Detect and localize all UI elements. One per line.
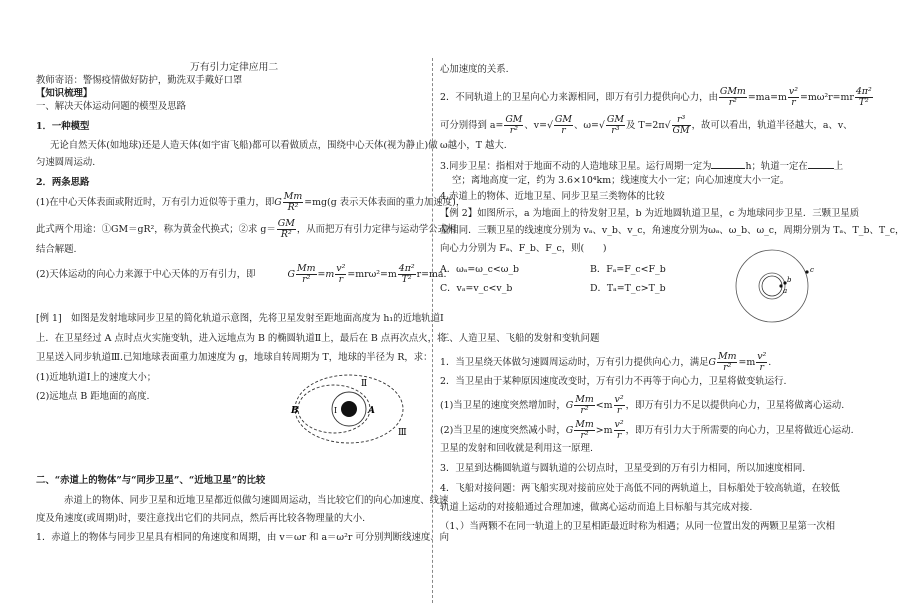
text: 上 <box>833 161 844 172</box>
label-point-B: B <box>291 406 299 416</box>
formula-line-4 <box>440 87 874 108</box>
paragraph-line: 4.赤道上的物体、近地卫星、同步卫星三类物体的比较 <box>440 191 665 202</box>
fraction-v2-r <box>614 420 625 441</box>
denominator: r² <box>580 404 589 416</box>
numerator: v² <box>788 86 798 97</box>
label-point-A: A <box>368 406 375 416</box>
formula-text: =mω²r=mr <box>799 91 854 103</box>
numerator: 4π² <box>398 263 415 274</box>
denominator: r <box>791 96 796 108</box>
formula-G: G <box>565 399 574 411</box>
formula-G: G <box>708 356 716 368</box>
formula-text: 、v= <box>524 119 547 131</box>
denominator: r <box>561 124 566 136</box>
heading-one-model: 1．一种模型 <box>36 121 90 132</box>
orbit-c <box>736 250 808 322</box>
denominator: r <box>616 404 622 416</box>
example-1-line: 上．在卫星经过 A 点时点火实施变轨，进入远地点为 B 的椭圆轨道Ⅱ上，最后在 B 点再次点火，将 <box>36 333 447 344</box>
numerator: Mm <box>283 191 303 202</box>
text: 1．当卫星绕天体做匀速圆周运动时，万有引力提供向心力，满足 <box>440 356 709 368</box>
formula-text: (2)天体运动的向心力来源于中心天体的万有引力，即 <box>36 268 256 280</box>
formula-text: 、ω= <box>574 119 599 131</box>
numerator: v² <box>757 351 767 362</box>
paragraph-line: 赤道上的物体、同步卫星和近地卫星都近似做匀速圆周运动，当比较它们的向心加速度、线速 <box>64 495 449 506</box>
earth <box>762 276 782 296</box>
example-2-line: 【例 2】如图所示，a 为地面上的待发射卫星，b 为近地圆轨道卫星，c 为地球同步卫星．三颗卫星质 <box>440 208 860 219</box>
denominator: r³ <box>611 124 620 136</box>
denominator: r <box>759 361 764 373</box>
formula-line-8 <box>440 420 854 441</box>
denominator: r <box>338 273 344 285</box>
numerator: v² <box>614 394 624 405</box>
section-1-heading: 一、解决天体运动问题的模型及思路 <box>36 101 187 112</box>
fraction-Mm-r2 <box>574 420 595 441</box>
formula-text: =ma=m <box>747 91 787 103</box>
numerator: 4π² <box>855 86 872 97</box>
right-column <box>440 0 904 607</box>
text: >m <box>595 424 613 436</box>
text: . <box>768 356 772 368</box>
formula-text: 可分别得到 a= <box>440 119 504 131</box>
label-c: c <box>810 266 814 274</box>
formula-text: 此式两个用途：①GM＝gR²，称为黄金代换式；②求 g＝ <box>36 223 276 235</box>
paragraph-line: 空；离地高度一定，约为 3.6×10⁴km；线速度大小一定；向心加速度大小一定。 <box>452 175 790 186</box>
formula-text: ，从而把万有引力定律与运动学公式相 <box>296 223 457 235</box>
fraction-GMm-r2 <box>719 87 747 108</box>
formula-text: (1)在中心天体表面或附近时，万有引力近似等于重力，即 <box>36 196 275 208</box>
label-orbit-II: Ⅱ <box>361 379 368 389</box>
formula-line-1 <box>36 192 465 213</box>
paragraph-line: 2．当卫星由于某种原因速度改变时，万有引力不再等于向心力，卫星将做变轨运行. <box>440 376 787 387</box>
numerator: GMm <box>719 86 746 97</box>
numerator: GM <box>554 114 573 125</box>
formula-line-7 <box>440 395 844 416</box>
label-a: a <box>783 287 788 295</box>
orbit-transfer-diagram <box>290 375 414 451</box>
fraction-Mm-r2 <box>296 264 317 285</box>
example-1-question: (2)远地点 B 距地面的高度. <box>36 391 150 402</box>
doc-title: 万有引力定律应用二 <box>190 62 279 73</box>
fraction-Mm-r2 <box>717 352 738 373</box>
fraction-v2-r <box>756 352 767 373</box>
fraction-r3-GM <box>672 115 691 136</box>
left-column <box>36 0 466 607</box>
formula-text: r=ma. <box>416 268 447 280</box>
section-knowledge-heading: 【知识梳理】 <box>36 88 93 99</box>
numerator: GM <box>606 114 624 125</box>
numerator: Mm <box>297 263 316 274</box>
paragraph-line: 1．赤道上的物体与同步卫星具有相同的角速度和周期，由 v＝ωr 和 a＝ω²r 可分别判断线速度、向 <box>36 532 450 543</box>
denominator: r <box>616 429 622 441</box>
option-d[interactable]: D．Tₐ=T_c>T_b <box>590 283 666 294</box>
formula-G: G <box>287 268 296 280</box>
satellite-orbit-diagram <box>732 250 822 326</box>
teacher-note: 教师寄语：警惕疫情做好防护，勤洗双手戴好口罩 <box>36 75 243 86</box>
paragraph-line: 心加速度的关系. <box>440 64 509 75</box>
text: (1)当卫星的速度突然增加时， <box>440 399 566 411</box>
example-1-line: 卫星送入同步轨道Ⅲ.已知地球表面重力加速度为 g，地球自转周期为 T，地球的半径为 R，求： <box>36 352 433 363</box>
denominator: r² <box>723 361 732 373</box>
denominator: r² <box>728 96 737 108</box>
fraction-4pi2-T2 <box>855 87 873 108</box>
numerator: v² <box>614 419 624 430</box>
formula-line-5: 可分别得到 a= $\frac{GM}{\text{r²}}$ 、v=√ $\frac{GM}{r}$ 、ω=√ $\frac{GM}{\text{r³}}$ 及 T=2π√ $\frac{\text{r³}}{GM}$ ，故可以看出，轨道半径越大，a、v、 <box>440 114 853 136</box>
denominator: T² <box>858 96 869 108</box>
paragraph-line: 无论自然天体(如地球)还是人造天体(如宇宙飞船)都可以看做质点，围绕中心天体(视为静止)做 <box>50 140 438 151</box>
denominator: r² <box>580 429 589 441</box>
text: <m <box>595 399 613 411</box>
denominator: GM <box>672 124 690 136</box>
text: ，即万有引力大于所需要的向心力，卫星将做近心运动. <box>625 424 854 436</box>
denominator: R² <box>280 228 292 240</box>
paragraph-line: 3．卫星到达椭圆轨道与圆轨道的公切点时，卫星受到的万有引力相同，所以加速度相同. <box>440 463 806 474</box>
fraction-GM-r <box>554 115 573 136</box>
numerator: v² <box>336 263 346 274</box>
formula-line-3: (2)天体运动的向心力来源于中心天体的万有引力，即 G $\frac{Mm}{\text{r²}}$ =m $\frac{\text{v²}}{r}$ =mrω²=m $\frac{\text{4π²}}{\text{T²}}$ r=ma. <box>36 263 447 285</box>
formula-text: ，故可以看出，轨道半径越大，a、v、 <box>691 119 853 131</box>
formula-text: =mg(g 表示天体表面的重力加速度)， <box>304 196 466 208</box>
paragraph-line: （1、）当两颗不在同一轨道上的卫星相距最近时称为相遇；从同一位置出发的两颗卫星第一次相 <box>440 521 836 532</box>
fraction-v2-r <box>614 395 625 416</box>
formula-line-6 <box>440 352 771 373</box>
paragraph-line: 匀速圆周运动. <box>36 157 96 168</box>
denominator: T² <box>401 273 412 285</box>
paragraph-line: 卫星的发射和回收就是利用这一原理. <box>440 443 593 454</box>
formula-text: 2．不同轨道上的卫星向心力来源相同，即万有引力提供向心力，由 <box>440 91 718 103</box>
text: =m <box>738 356 756 368</box>
fraction-GM-r3 <box>606 115 625 136</box>
fraction-Mm-r2 <box>574 395 595 416</box>
formula-text: 及 T=2π <box>625 119 665 131</box>
paragraph-line: 结合解题. <box>36 244 77 255</box>
fraction-4pi2-T2 <box>398 264 416 285</box>
paragraph-line: 4．飞船对接问题：两飞船实现对接前应处于高低不同的两轨道上，目标船处于较高轨道，在较低 <box>440 483 840 494</box>
numerator: GM <box>277 218 295 229</box>
paragraph-line: ω越小，T 越大. <box>440 140 507 151</box>
formula-line-2 <box>36 219 456 240</box>
option-a[interactable]: A．ωₐ=ω_c<ω_b <box>440 264 520 275</box>
paragraph-line: 轨道上运动的对接船通过合理加速，做离心运动而追上目标船与其完成对接. <box>440 502 753 513</box>
text: ，即万有引力不足以提供向心力，卫星将做离心运动. <box>625 399 845 411</box>
satellite-c <box>805 270 808 273</box>
label-b: b <box>787 276 792 284</box>
text: 3.同步卫星：指相对于地面不动的人造地球卫星。运行周期一定为 <box>440 161 712 172</box>
fraction-GM-r2 <box>504 115 523 136</box>
formula-G: G <box>565 424 574 436</box>
label-orbit-III: Ⅲ <box>398 428 407 438</box>
fraction-v2-r <box>335 264 346 285</box>
section-2-heading: 二、“赤道上的物体”与“同步卫星”、“近地卫星”的比较 <box>36 475 266 486</box>
numerator: r³ <box>672 115 691 126</box>
fill-blank-period[interactable] <box>711 159 745 169</box>
fill-blank-orbit[interactable] <box>808 159 834 169</box>
column-divider <box>432 58 433 603</box>
denominator: r² <box>509 124 518 136</box>
section-3-heading: 三、人造卫星、飞船的发射和变轨问题 <box>440 333 600 344</box>
numerator: Mm <box>717 351 737 362</box>
fraction-GM-R2 <box>277 219 296 240</box>
example-1-question: (1)近地轨道Ⅰ上的速度大小； <box>36 372 157 383</box>
heading-two-ideas: 2．两条思路 <box>36 177 90 188</box>
label-orbit-I: Ⅰ <box>334 406 338 415</box>
fraction-Mm-R2 <box>283 192 304 213</box>
example-2-line: 向心力分别为 Fₐ、F_b、F_c，则( ) <box>440 243 607 254</box>
numerator: GM <box>505 114 523 125</box>
formula-text: =mrω²=m <box>347 268 397 280</box>
formula-G: G <box>274 196 282 208</box>
example-2-line: 量相同．三颗卫星的线速度分别为 vₐ、v_b、v_c，角速度分别为ωₐ、ω_b、ω_c，周期分别为 Tₐ、T_b、T_c， <box>440 225 904 236</box>
earth <box>341 401 357 417</box>
fraction-v2-r <box>788 87 799 108</box>
denominator: R² <box>287 201 299 213</box>
denominator: r² <box>302 273 311 285</box>
text: h；轨道一定在 <box>745 161 808 172</box>
option-b[interactable]: B．Fₐ=F_c<F_b <box>590 264 666 275</box>
paragraph-line: 度及角速度(或周期)时，要注意找出它们的共同点，然后再比较各物理量的大小. <box>36 513 366 524</box>
text: (2)当卫星的速度突然减小时， <box>440 424 566 436</box>
example-1-line: [例 1] 如图是发射地球同步卫星的简化轨道示意图，先将卫星发射至距地面高度为 h₁的近地轨道Ⅰ <box>36 313 444 324</box>
numerator: Mm <box>575 394 594 405</box>
numerator: Mm <box>575 419 594 430</box>
sync-satellite-line <box>440 159 843 173</box>
option-c[interactable]: C．vₐ=v_c<v_b <box>440 283 513 294</box>
